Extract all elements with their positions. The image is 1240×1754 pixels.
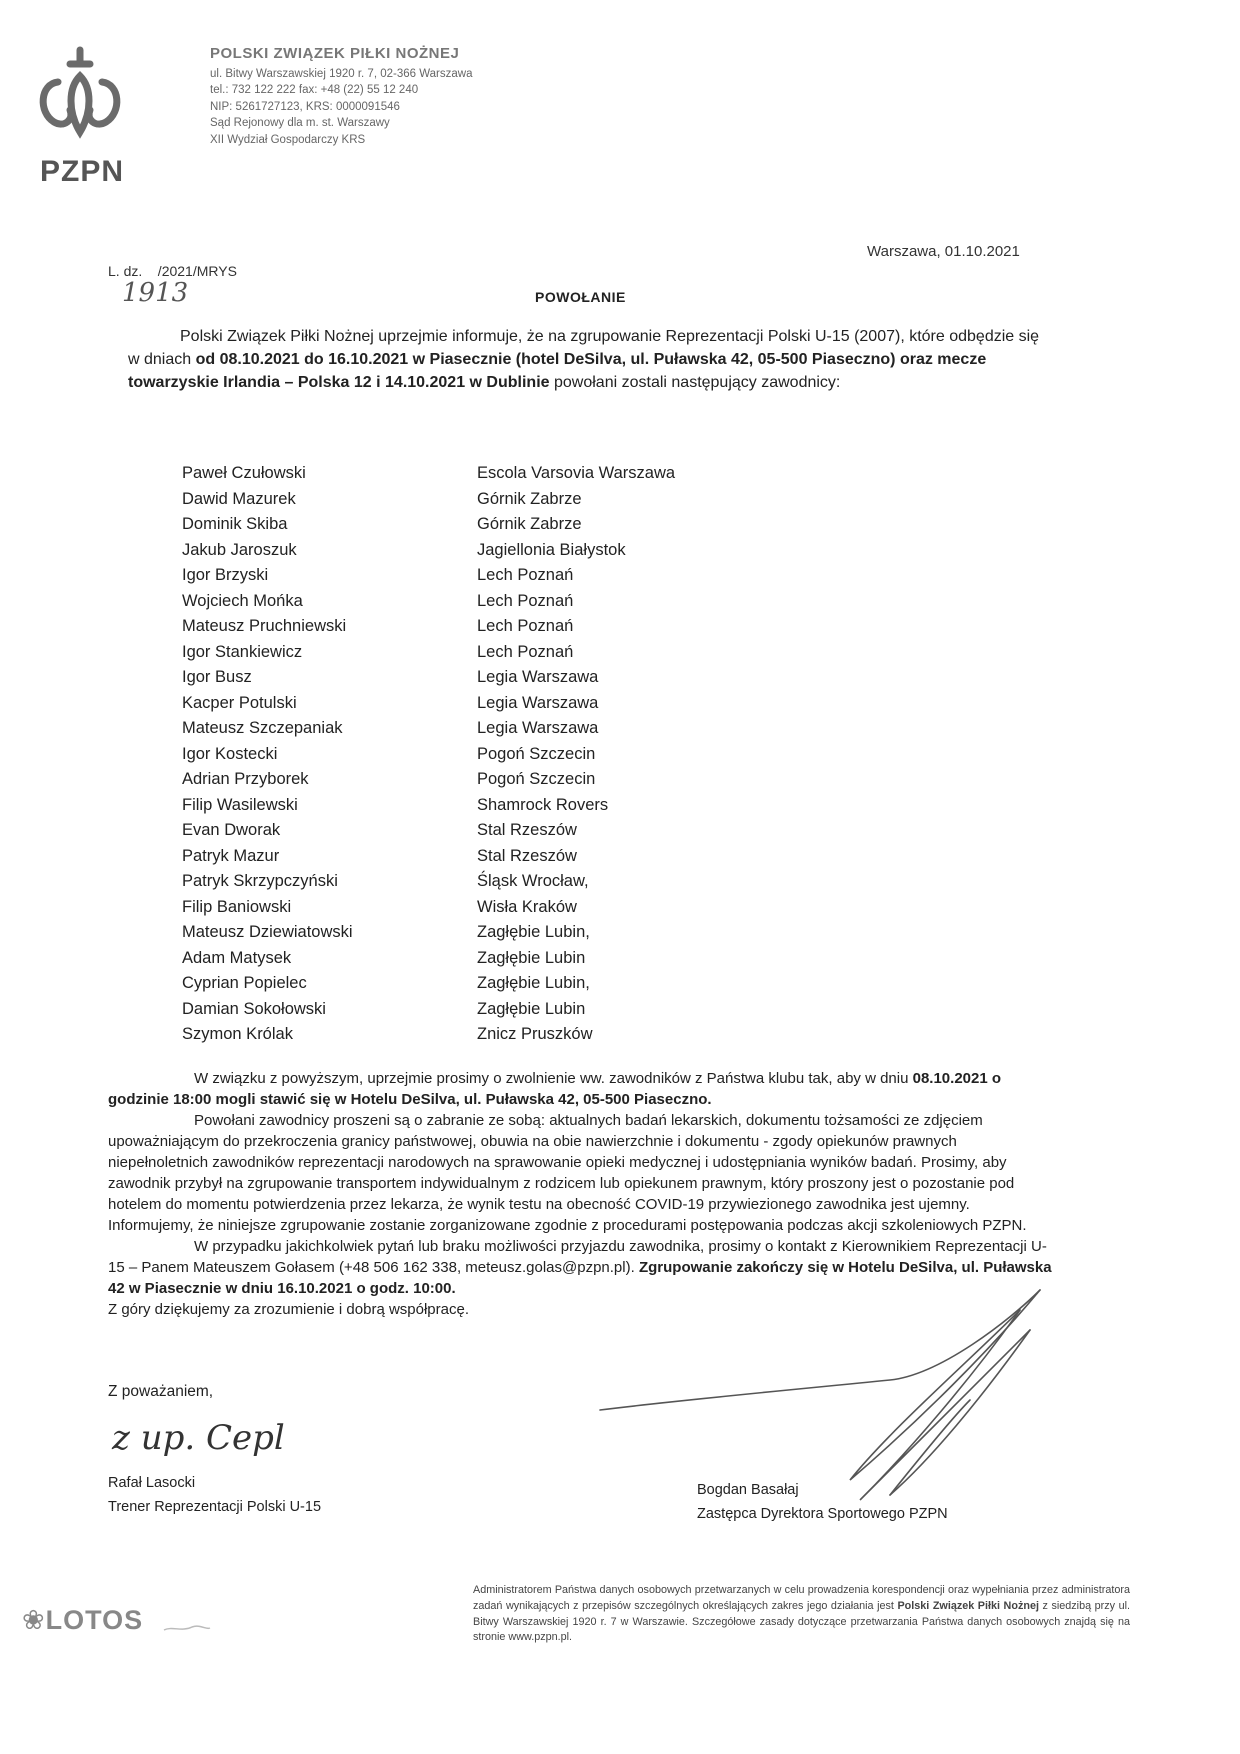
player-club: Zagłębie Lubin,	[477, 923, 590, 941]
player-name: Filip Baniowski	[182, 897, 292, 916]
player-row	[182, 946, 675, 972]
player-row	[182, 665, 675, 691]
organization-name: POLSKI ZWIĄZEK PIŁKI NOŻNEJ	[210, 45, 460, 62]
player-club: Jagiellonia Białystok	[477, 540, 626, 559]
player-name: Evan Dworak	[182, 821, 281, 839]
body-paragraph-4: Z góry dziękujemy za zrozumienie i dobrą współpracę.	[108, 1301, 469, 1318]
org-court-1: Sąd Rejonowy dla m. st. Warszawy	[210, 117, 390, 129]
player-name: Igor Kostecki	[182, 744, 278, 763]
player-club: Stal Rzeszów	[477, 846, 577, 865]
intro-text-2: powołani zostali następujący zawodnicy:	[549, 374, 841, 391]
player-row	[182, 538, 675, 564]
player-name: Mateusz Pruchniewski	[182, 617, 347, 635]
player-club: Lech Poznań	[477, 642, 574, 661]
body-p1-text: W związku z powyższym, uprzejmie prosimy o zwolnienie ww. zawodników z Państwa klubu tak, aby w dniu	[194, 1070, 913, 1087]
player-name: Igor Brzyski	[182, 566, 269, 584]
org-phone: tel.: 732 122 222 fax: +48 (22) 55 12 240	[210, 84, 419, 96]
org-ids: NIP: 5261727123, KRS: 0000091546	[210, 100, 400, 113]
player-name: Mateusz Dziewiatowski	[182, 923, 353, 941]
player-club: Górnik Zabrze	[477, 515, 582, 533]
player-row	[182, 563, 675, 589]
player-name: Igor Stankiewicz	[182, 642, 303, 661]
player-club: Zagłębie Lubin	[477, 948, 586, 967]
org-address: ul. Bitwy Warszawskiej 1920 r. 7, 02-366 Warszawa	[210, 67, 473, 80]
player-name: Patryk Mazur	[182, 846, 280, 865]
handwritten-ref-number: 1913	[122, 278, 189, 308]
intro-paragraph	[128, 325, 1048, 394]
player-name: Igor Busz	[182, 668, 252, 686]
player-row	[182, 818, 675, 844]
player-club: Zagłębie Lubin,	[477, 974, 590, 992]
player-club: Legia Warszawa	[477, 719, 599, 737]
signatory-1-name: Rafał Lasocki	[108, 1475, 196, 1491]
body-p3-text: W przypadku jakichkolwiek pytań lub braku możliwości przyjazdu zawodnika, prosimy o kontakt z Kierownikiem Reprezentacji U-15 – Panem Mateuszem Gołasem (+48 506 162 338, meteusz.golas@pzpn.pl).	[108, 1238, 1047, 1276]
body-paragraph-1	[108, 1068, 1053, 1110]
regards: Z poważaniem,	[108, 1383, 214, 1400]
player-row	[182, 614, 675, 640]
sponsor-logo	[22, 1605, 143, 1636]
player-row	[182, 640, 675, 666]
signatory-1	[108, 1471, 321, 1519]
player-club: Znicz Pruszków	[477, 1025, 593, 1043]
footer-note-text-2: z siedzibą przy ul. Bitwy Warszawskiej 1920 r. 7 w Warszawie. Szczegółowe zasady dotyczące przetwarzania Państwa danych osobowych znajdą się na stronie www.pzpn.pl.	[473, 1599, 1130, 1644]
sponsor-tagline-mark	[162, 1622, 212, 1634]
org-court-2: XII Wydział Gospodarczy KRS	[210, 133, 366, 146]
player-name: Patryk Skrzypczyński	[182, 872, 338, 890]
body-paragraph-2: Powołani zawodnicy proszeni są o zabranie ze sobą: aktualnych badań lekarskich, dokumentu tożsamości ze zdjęciem upoważniającym do przekroczenia granicy państwowej, obuwia na obie nawierzchnie i dokumentu - zgody opiekunów prawnych niepełnoletnich zawodników reprezentacji narodowych na sprawowanie opieki medycznej i udostępniania wyników badań. Prosimy, aby zawodnik przybył na zgrupowanie transportem indywidualnym z rodzicem lub opiekunem prawnym, który proszony jest o pozostanie pod hotelem do momentu potwierdzenia przez lekarza, że wynik testu na obecność COVID-19 przywiezionego zawodnika jest ujemny. Informujemy, że niniejsze zgrupowanie zostanie zorganizowane zgodnie z procedurami postępowania podczas akcji szkoleniowych PZPN.	[108, 1112, 1027, 1234]
signatory-2-role: Zastępca Dyrektora Sportowego PZPN	[697, 1506, 948, 1522]
player-row	[182, 589, 675, 615]
player-club: Górnik Zabrze	[477, 489, 582, 508]
player-name: Kacper Potulski	[182, 693, 297, 712]
player-name: Cyprian Popielec	[182, 974, 307, 992]
player-row	[182, 895, 675, 921]
intro-bold: od 08.10.2021 do 16.10.2021 w Piasecznie (hotel DeSilva, ul. Puławska 42, 05-500 Piaseczno) oraz mecze towarzyskie Irlandia – Polska 12 i 14.10.2021 w Dublinie	[128, 351, 987, 391]
player-name: Filip Wasilewski	[182, 795, 298, 814]
footer-note-text-1: Administratorem Państwa danych osobowych przetwarzanych w celu prowadzenia korespondencji oraz wypełniania przez administratora zadań wynikających z przepisów szczególnych określających zakres jego działania jest	[473, 1584, 1130, 1612]
player-club: Pogoń Szczecin	[477, 744, 596, 763]
player-club: Lech Poznań	[477, 591, 574, 610]
player-row	[182, 512, 675, 538]
signatory-2	[697, 1478, 948, 1526]
player-club: Stal Rzeszów	[477, 821, 577, 839]
letter-date: Warszawa, 01.10.2021	[867, 243, 1020, 260]
reference-number: L. dz. /2021/MRYS	[108, 263, 237, 279]
player-club: Legia Warszawa	[477, 668, 599, 686]
player-name: Dominik Skiba	[182, 515, 288, 533]
player-row	[182, 461, 675, 487]
player-name: Paweł Czułowski	[182, 464, 306, 482]
player-name: Wojciech Mońka	[182, 591, 303, 610]
logo-text: PZPN	[40, 155, 125, 188]
player-name: Adam Matysek	[182, 948, 292, 967]
player-club: Zagłębie Lubin	[477, 999, 586, 1018]
player-row	[182, 487, 675, 513]
player-row	[182, 844, 675, 870]
player-name: Adrian Przyborek	[182, 770, 309, 788]
player-row	[182, 742, 675, 768]
player-club: Wisła Kraków	[477, 897, 577, 916]
document-title: POWOŁANIE	[535, 289, 626, 305]
player-name: Szymon Królak	[182, 1025, 293, 1043]
organization-header	[210, 46, 472, 148]
pzpn-logo-icon	[30, 42, 130, 142]
signatory-2-name: Bogdan Basałaj	[697, 1482, 799, 1498]
player-row	[182, 971, 675, 997]
player-row	[182, 691, 675, 717]
footer-note-bold: Polski Związek Piłki Nożnej	[897, 1599, 1039, 1612]
signature-1-handwriting: z up. Cepl	[112, 1418, 285, 1458]
player-club: Shamrock Rovers	[477, 795, 609, 814]
player-row	[182, 920, 675, 946]
player-name: Jakub Jaroszuk	[182, 540, 297, 559]
player-row	[182, 1022, 675, 1048]
players-list	[182, 461, 675, 1048]
body-p3-bold: Zgrupowanie zakończy się w Hotelu DeSilva, ul. Puławska 42 w Piasecznie w dniu 16.10.2021 o godz. 10:00.	[108, 1259, 1052, 1297]
sponsor-name: LOTOS	[45, 1605, 144, 1635]
signatory-1-role: Trener Reprezentacji Polski U-15	[108, 1499, 322, 1515]
player-row	[182, 997, 675, 1023]
player-row	[182, 767, 675, 793]
player-name: Mateusz Szczepaniak	[182, 719, 343, 737]
sponsor-flame-icon: ❀	[22, 1605, 46, 1635]
player-row	[182, 793, 675, 819]
intro-text-1: Polski Związek Piłki Nożnej uprzejmie informuje, że na zgrupowanie Reprezentacji Polski U-15 (2007), które odbędzie się w dniach	[128, 328, 1040, 368]
player-club: Lech Poznań	[477, 566, 574, 584]
player-row	[182, 716, 675, 742]
gdpr-footer-note	[473, 1583, 1130, 1646]
player-club: Pogoń Szczecin	[477, 770, 596, 788]
player-name: Damian Sokołowski	[182, 999, 326, 1018]
player-club: Escola Varsovia Warszawa	[477, 464, 676, 482]
player-club: Śląsk Wrocław,	[477, 872, 589, 890]
body-p1-bold: 08.10.2021 o godzinie 18:00 mogli stawić się w Hotelu DeSilva, ul. Puławska 42, 05-500 Piaseczno.	[108, 1070, 1002, 1108]
player-name: Dawid Mazurek	[182, 489, 296, 508]
player-club: Legia Warszawa	[477, 693, 599, 712]
player-club: Lech Poznań	[477, 617, 574, 635]
player-row	[182, 869, 675, 895]
